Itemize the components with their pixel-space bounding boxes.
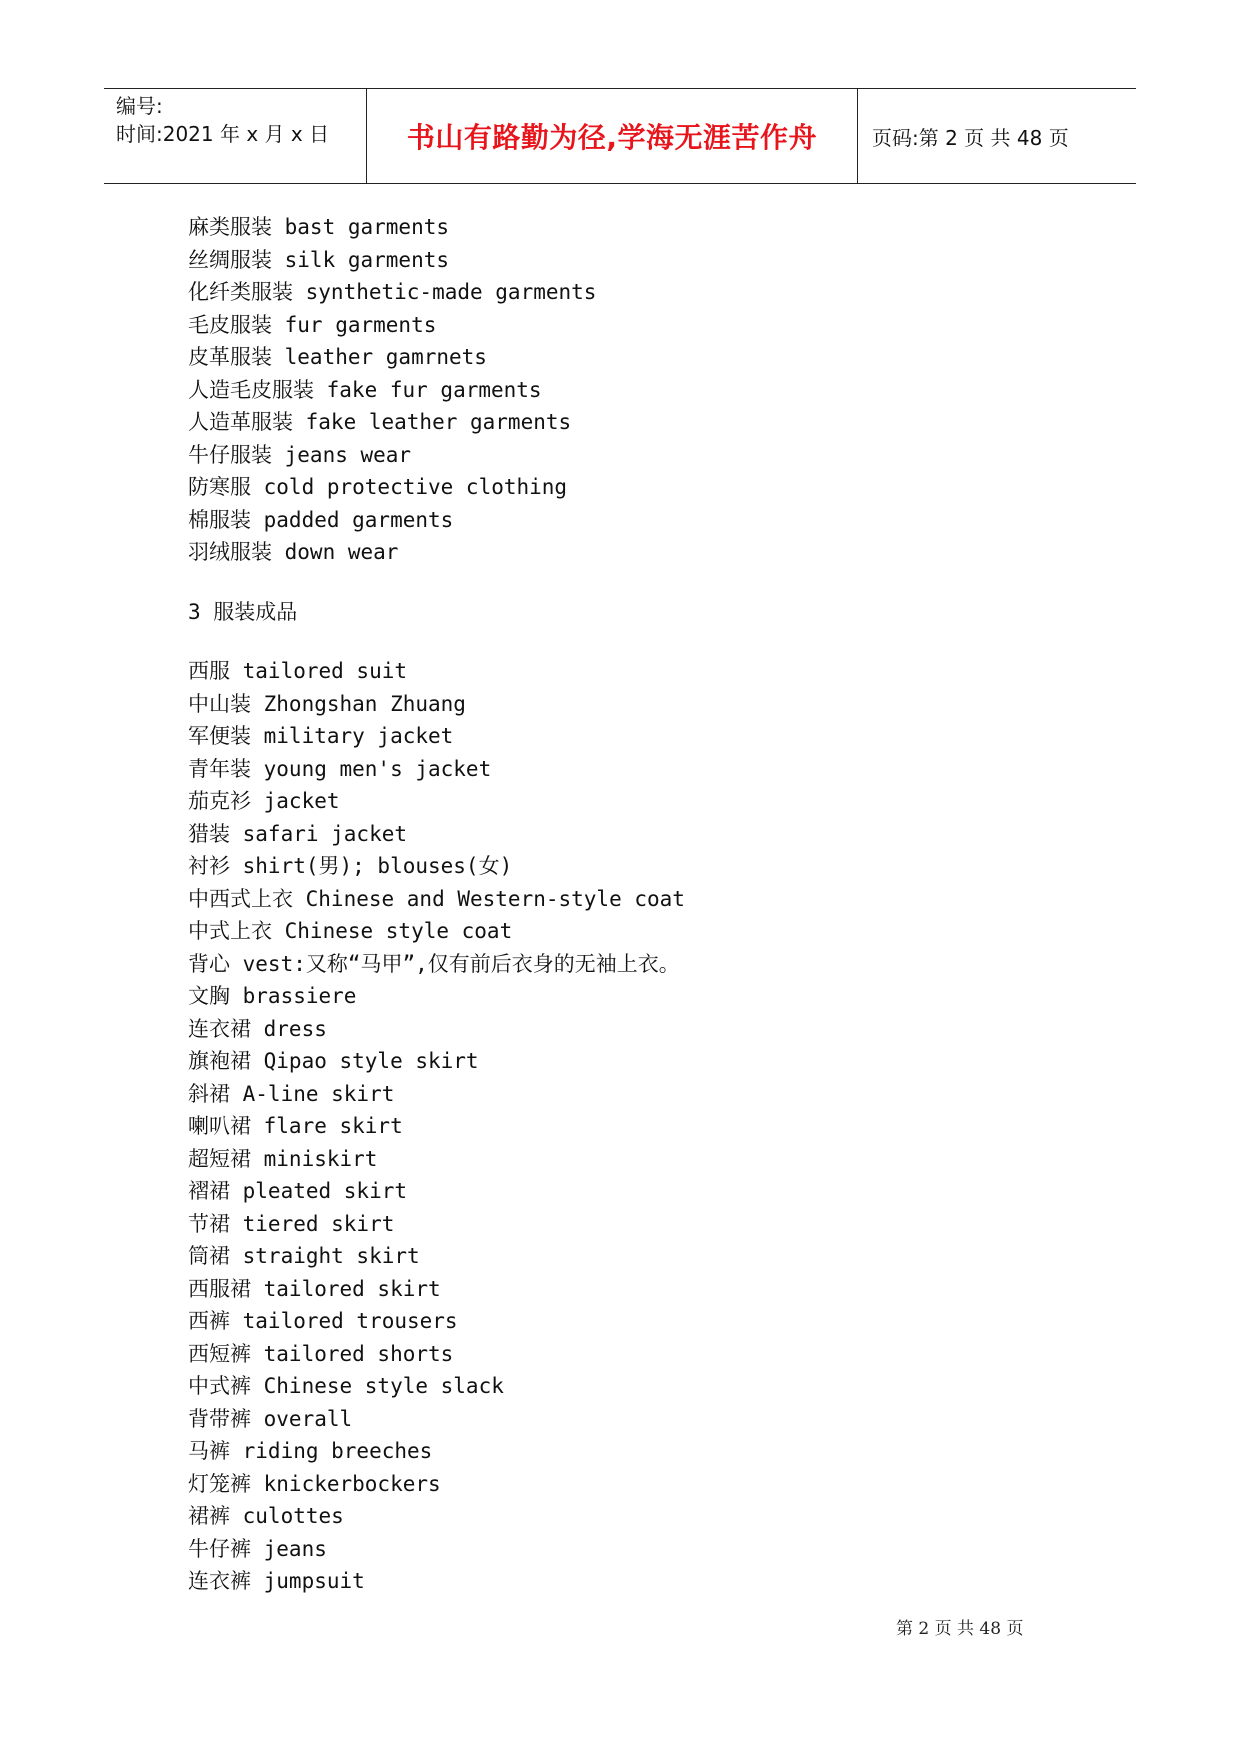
list-item: 军便装 military jacket	[188, 724, 454, 748]
list-item: 青年装 young men's jacket	[188, 756, 492, 781]
list-item: 牛仔裤 jeans	[188, 1536, 327, 1561]
list-item: 连衣裙 dress	[188, 1016, 327, 1041]
list-item: 连衣裤 jumpsuit	[188, 1569, 365, 1593]
list-item: 猎装 safari jacket	[188, 821, 408, 846]
list-item: 羽绒服装 down wear	[188, 540, 399, 564]
list-item: 旗袍裙 Qipao style skirt	[188, 1049, 479, 1073]
list-item: 棉服装 padded garments	[188, 507, 454, 532]
list-item: 节裙 tiered skirt	[188, 1211, 395, 1236]
list-item: 西短裤 tailored shorts	[188, 1341, 454, 1366]
glossary-list-finished-garments	[188, 655, 1088, 1598]
header-page-cell	[858, 89, 1136, 183]
list-item: 衬衫 shirt(男); blouses(女)	[188, 854, 513, 878]
page-footer-number: 第 2 页 共 48 页	[896, 1619, 1024, 1639]
list-item: 人造毛皮服装 fake fur garments	[188, 377, 542, 402]
list-item: 背心 vest:又称“马甲”,仅有前后衣身的无袖上衣。	[188, 951, 680, 976]
list-item: 马裤 riding breeches	[188, 1439, 433, 1463]
list-item: 牛仔服装 jeans wear	[188, 442, 412, 467]
header-motto-cell	[366, 89, 858, 183]
list-item: 背带裤 overall	[188, 1406, 353, 1431]
list-item: 中式裤 Chinese style slack	[188, 1374, 504, 1398]
header-page-number: 页码:第 2 页 共 48 页	[872, 125, 1069, 150]
list-item: 皮革服装 leather gamrnets	[188, 345, 487, 369]
list-item: 超短裙 miniskirt	[188, 1146, 378, 1171]
list-item: 麻类服装 bast garments	[188, 215, 450, 239]
glossary-content	[188, 211, 1088, 1598]
list-item: 西服裙 tailored skirt	[188, 1276, 441, 1301]
motto-text: 书山有路勤为径,学海无涯苦作舟	[406, 121, 818, 154]
list-item: 丝绸服装 silk garments	[188, 247, 450, 272]
list-item: 裙裤 culottes	[188, 1504, 344, 1528]
list-item: 灯笼裤 knickerbockers	[188, 1471, 441, 1496]
document-date-label: 时间:2021 年 x 月 x 日	[116, 122, 330, 146]
list-item: 文胸 brassiere	[188, 984, 357, 1008]
list-item: 中山装 Zhongshan Zhuang	[188, 691, 466, 716]
list-item: 西服 tailored suit	[188, 659, 408, 683]
list-item: 西裤 tailored trousers	[188, 1309, 458, 1333]
header-info-cell	[104, 89, 366, 183]
document-header	[104, 88, 1136, 184]
list-item: 中西式上衣 Chinese and Western-style coat	[188, 886, 685, 911]
list-item: 褶裙 pleated skirt	[188, 1179, 408, 1203]
glossary-list-fabric-garments	[188, 211, 1088, 569]
list-item: 中式上衣 Chinese style coat	[188, 919, 513, 943]
list-item: 防寒服 cold protective clothing	[188, 475, 568, 499]
list-item: 喇叭裙 flare skirt	[188, 1114, 403, 1138]
list-item: 化纤类服装 synthetic-made garments	[188, 280, 597, 304]
section-heading: 3 服装成品	[188, 599, 298, 624]
list-item: 筒裙 straight skirt	[188, 1244, 420, 1268]
list-item: 斜裙 A-line skirt	[188, 1081, 395, 1106]
list-item: 茄克衫 jacket	[188, 789, 340, 813]
list-item: 毛皮服装 fur garments	[188, 312, 437, 337]
list-item: 人造革服装 fake leather garments	[188, 410, 572, 434]
document-code-label: 编号:	[116, 94, 163, 118]
